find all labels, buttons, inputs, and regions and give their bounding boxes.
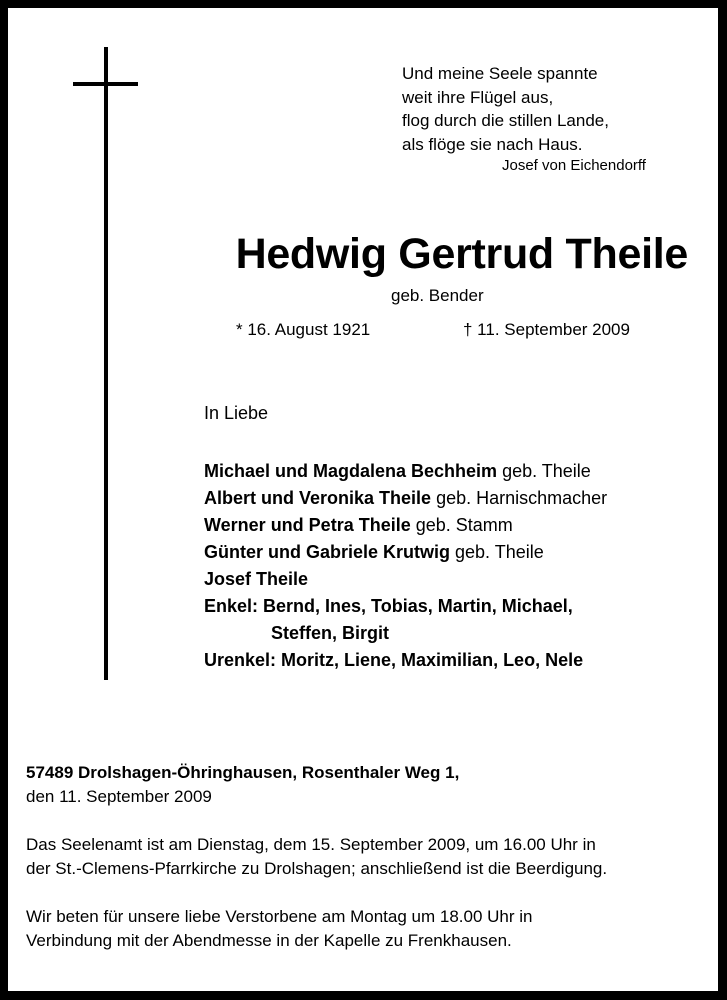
obituary-card [8, 8, 718, 991]
poem [402, 62, 702, 176]
mourner-name: Albert und Veronika Theile [204, 488, 432, 508]
cross-icon-crossbar [73, 82, 138, 86]
grandchildren-names: Enkel: Bernd, Ines, Tobias, Martin, Michael, [204, 596, 573, 616]
mourner-name: Günter und Gabriele Krutwig [204, 542, 451, 562]
mourners-intro: In Liebe [204, 403, 269, 423]
poem-line: flog durch die stillen Lande, [402, 111, 609, 130]
mourner-maiden: geb. Stamm [410, 515, 513, 535]
mourner-maiden: geb. Theile [450, 542, 544, 562]
service-line: der St.-Clemens-Pfarrkirche zu Drolshagen; anschließend ist die Beerdigung. [26, 859, 608, 878]
great-grandchildren-names: Urenkel: Moritz, Liene, Maximilian, Leo, Nele [204, 650, 584, 670]
grandchildren-row [204, 593, 607, 620]
poem-line: weit ihre Flügel aus, [402, 87, 554, 107]
mourner-row [204, 485, 607, 512]
mourner-maiden: geb. Theile [497, 461, 591, 481]
prayer-line: Wir beten für unsere liebe Verstorbene am Montag um 18.00 Uhr in [26, 907, 533, 926]
mourner-row [204, 512, 607, 539]
birth-date: * 16. August 1921 [236, 320, 371, 339]
mourner-row [204, 539, 607, 566]
mourner-name: Josef Theile [204, 569, 309, 589]
great-grandchildren-row [204, 647, 607, 674]
cross-icon [104, 47, 108, 680]
death-date: † 11. September 2009 [463, 320, 630, 339]
mourners-list [204, 458, 607, 674]
grandchildren-row-cont [204, 620, 607, 647]
prayer-info [26, 905, 716, 953]
address-block [26, 761, 459, 809]
mourner-row [204, 566, 607, 593]
maiden-name: geb. Bender [391, 286, 484, 305]
mourner-name: Werner und Petra Theile [204, 515, 411, 535]
mourner-name: Michael und Magdalena Bechheim [204, 461, 498, 481]
service-line: Das Seelenamt ist am Dienstag, dem 15. September 2009, um 16.00 Uhr in [26, 835, 596, 854]
grandchildren-names: Steffen, Birgit [271, 623, 390, 643]
mourner-row [204, 458, 607, 485]
poem-author: Josef von Eichendorff [502, 157, 646, 174]
prayer-line: Verbindung mit der Abendmesse in der Kapelle zu Frenkhausen. [26, 931, 512, 950]
poem-line: als flöge sie nach Haus. [402, 134, 583, 154]
notice-date: den 11. September 2009 [26, 787, 212, 806]
address: 57489 Drolshagen-Öhringhausen, Rosenthaler Weg 1, [26, 763, 460, 782]
service-info [26, 833, 716, 881]
poem-line: Und meine Seele spannte [402, 64, 598, 83]
mourner-maiden: geb. Harnischmacher [431, 488, 608, 508]
deceased-name: Hedwig Gertrud Theile [235, 230, 688, 278]
